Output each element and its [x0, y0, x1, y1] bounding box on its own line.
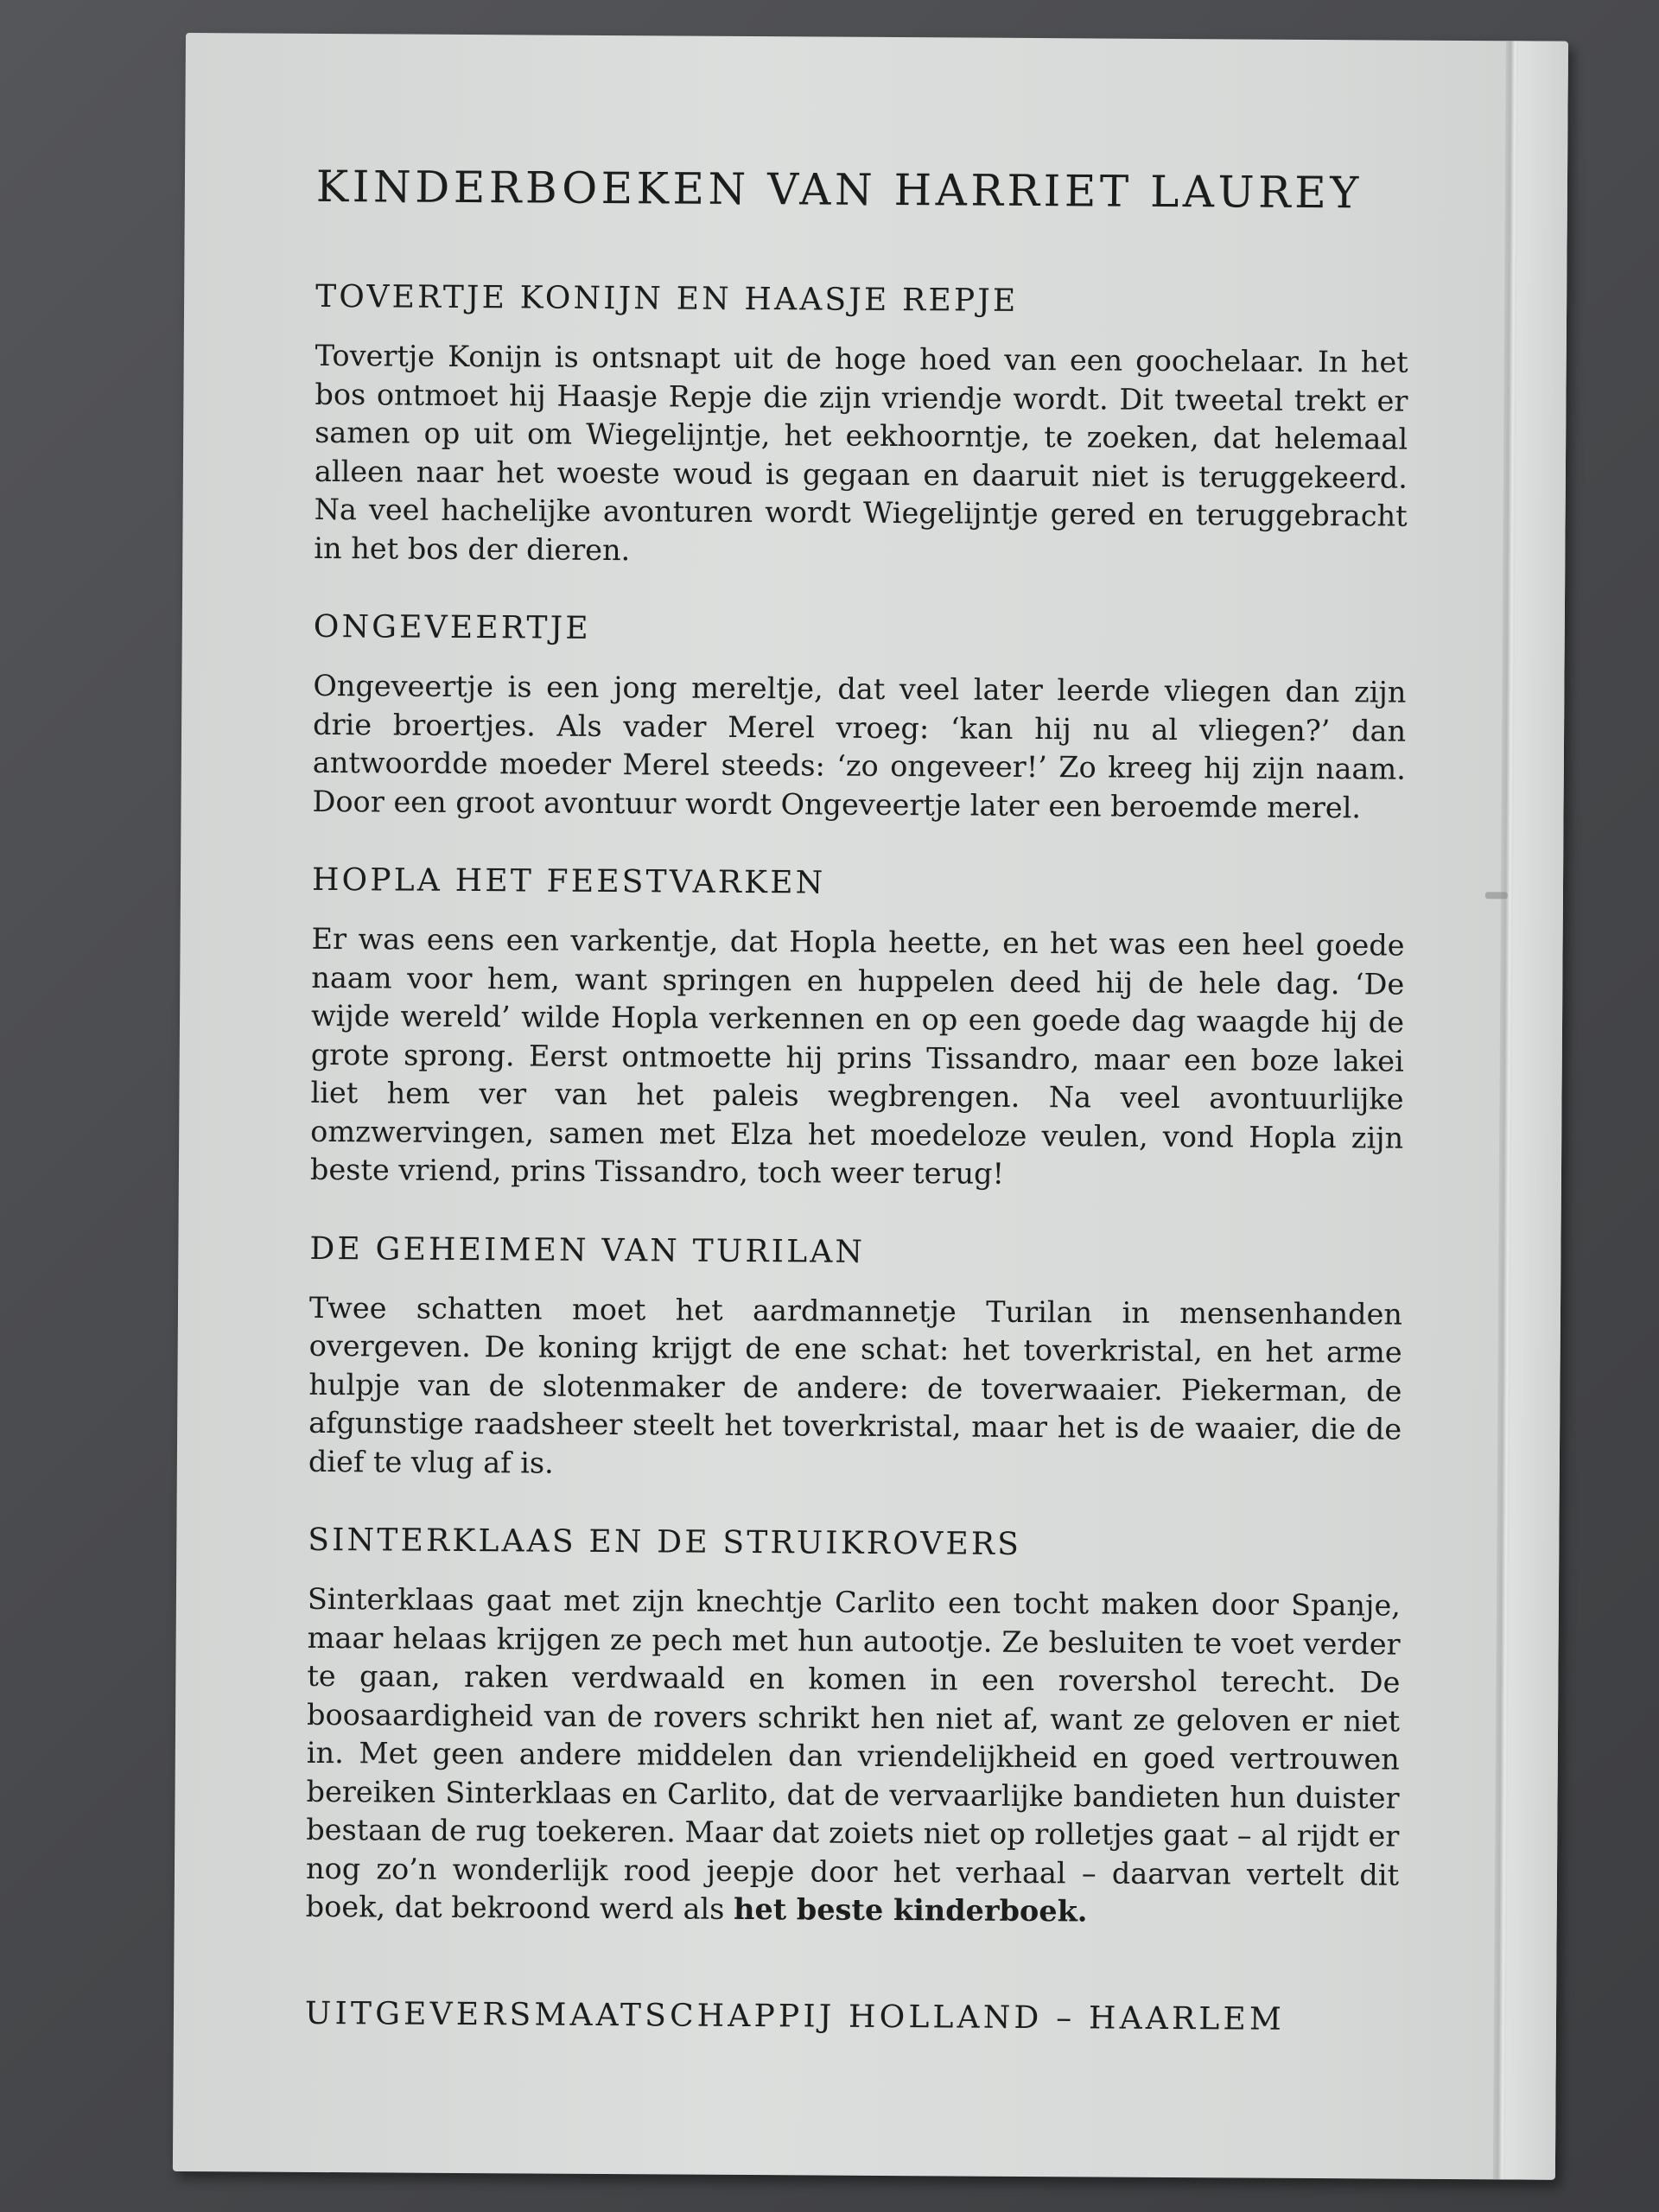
- book-description: Ongeveertje is een jong mereltje, dat veel later leerde vliegen dan zijn drie broertjes. Als vader Merel vroeg: ‘kan hij nu al vliegen?’ dan antwoordde moeder Merel steeds: ‘zo ongeveer!’ Zo kreeg hij zijn naam. Door een groot avontuur wordt Ongeveertje later een beroemde merel.: [312, 668, 1407, 824]
- book-description-text: Sinterklaas gaat met zijn knechtje Carlito een tocht maken door Spanje, maar helaas krijgen ze pech met hun autootje. Ze besluiten te voet verder te gaan, raken verdwaald en komen in een rovershol terecht. De boosaardigheid van de rovers schrikt hen niet af, want ze geloven er niet in. Met geen andere middelen dan vriendelijkheid en goed vertrouwen bereiken Sinterklaas en Carlito, dat de vervaarlijke bandieten hun duister bestaan de rug toekeren. Maar dat zoiets niet op rolletjes gaat – al rijdt er nog zo’n wonderlijk rood jeepje door het verhaal – daarvan vertelt dit boek, dat bekroond werd als: [305, 1581, 1402, 1926]
- book-description: Er was eens een varkentje, dat Hopla heette, en het was een heel goede naam voor hem, want springen en huppelen deed hij de hele dag. ‘De wijde wereld’ wilde Hopla verkennen en op een goede dag waagde hij de grote sprong. Eerst ontmoette hij prins Tissandro, maar een boze lakei liet hem ver van het paleis wegbrengen. Na veel avontuurlijke omzwervingen, samen met Elza het moedeloze veulen, vond Hopla zijn beste vriend, prins Tissandro, toch weer terug!: [309, 921, 1405, 1191]
- book-description: [306, 1580, 1401, 1933]
- book-description: Tovertje Konijn is ontsnapt uit de hoge hoed van een goochelaar. In het bos ontmoet hij Haasje Repje die zijn vriendje wordt. Dit tweetal trekt er samen op uit om Wiegelijntje, het eekhoorntje, te zoeken, dat helemaal alleen naar het woeste woud is gegaan en daaruit niet is teruggekeerd. Na veel hachelijke avonturen wordt Wiegelijntje gered en teruggebracht in het bos der dieren.: [314, 338, 1408, 567]
- cover-text: [305, 120, 1409, 2037]
- book-title: ONGEVEERTJE: [313, 608, 591, 646]
- book-description: Twee schatten moet het aardmannetje Turilan in mensenhanden overgeven. De koning krijgt de ene schat: het toverkristal, en het arme hulpje van de slotenmaker de andere: de toverwaaier. Piekerman, de afgunstige raadsheer steelt het toverkristal, maar het is de waaier, die de dief te vlug af is.: [308, 1290, 1403, 1480]
- book-title: TOVERTJE KONIJN EN HAASJE REPJE: [315, 278, 1019, 319]
- book-title: SINTERKLAAS EN DE STRUIKROVERS: [308, 1522, 1022, 1562]
- book-title: HOPLA HET FEESTVARKEN: [311, 861, 826, 901]
- series-heading: KINDERBOEKEN VAN HARRIET LAUREY: [315, 161, 1363, 219]
- cover-scuff-mark: [1485, 892, 1508, 899]
- publisher-line: UITGEVERSMAATSCHAPPIJ HOLLAND – HAARLEM: [304, 1995, 1286, 2037]
- book-back-cover: [173, 33, 1568, 2180]
- book-title: DE GEHEIMEN VAN TURILAN: [309, 1230, 866, 1270]
- award-text: het beste kinderboek.: [733, 1891, 1088, 1929]
